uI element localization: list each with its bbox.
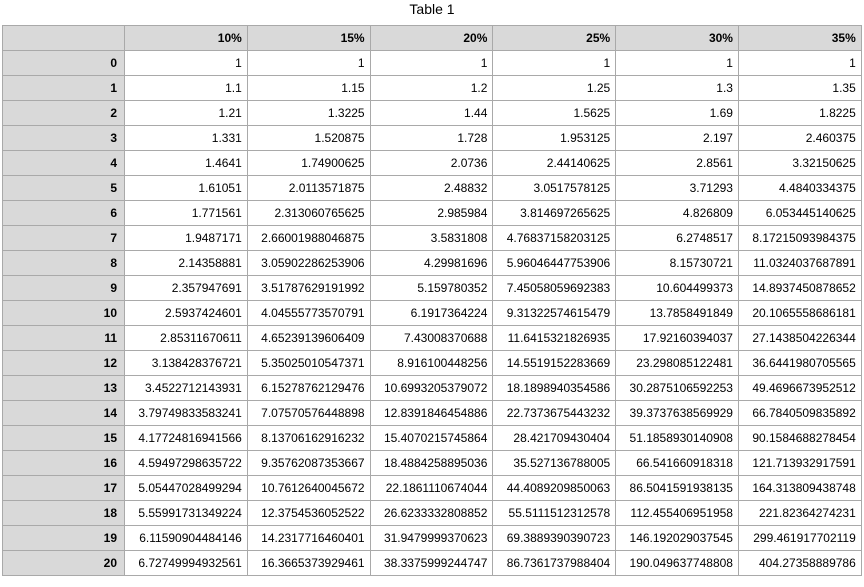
row-header[interactable]: 11 [3, 326, 125, 351]
table-cell[interactable]: 2.985984 [370, 201, 493, 226]
table-cell[interactable]: 49.4696673952512 [738, 376, 861, 401]
table-cell[interactable]: 55.5111512312578 [493, 501, 616, 526]
table-cell[interactable]: 4.4840334375 [738, 176, 861, 201]
table-row [3, 301, 862, 326]
table-cell[interactable]: 14.8937450878652 [738, 276, 861, 301]
table-cell[interactable]: 6.053445140625 [738, 201, 861, 226]
table-cell[interactable]: 2.48832 [370, 176, 493, 201]
table-row [3, 276, 862, 301]
table-cell[interactable]: 2.357947691 [125, 276, 248, 301]
table-row [3, 376, 862, 401]
table-row [3, 176, 862, 201]
table-cell[interactable]: 12.8391846454886 [370, 401, 493, 426]
table-body [3, 51, 862, 576]
table-cell[interactable]: 1.15 [247, 76, 370, 101]
table-cell[interactable]: 2.14358881 [125, 251, 248, 276]
table-cell[interactable]: 3.4522712143931 [125, 376, 248, 401]
table-cell[interactable]: 5.159780352 [370, 276, 493, 301]
row-header[interactable]: 8 [3, 251, 125, 276]
table-cell[interactable]: 121.713932917591 [738, 451, 861, 476]
table-cell[interactable]: 3.51787629191992 [247, 276, 370, 301]
table-cell[interactable]: 39.3737638569929 [616, 401, 739, 426]
table-cell[interactable]: 3.71293 [616, 176, 739, 201]
table-cell[interactable]: 6.15278762129476 [247, 376, 370, 401]
table-cell[interactable]: 22.1861110674044 [370, 476, 493, 501]
table-cell[interactable]: 10.604499373 [616, 276, 739, 301]
table-cell[interactable]: 1 [738, 51, 861, 76]
table-cell[interactable]: 9.35762087353667 [247, 451, 370, 476]
table-cell[interactable]: 16.3665373929461 [247, 551, 370, 576]
table-cell[interactable]: 66.7840509835892 [738, 401, 861, 426]
table-cell[interactable]: 86.5041591938135 [616, 476, 739, 501]
row-header[interactable]: 6 [3, 201, 125, 226]
row-header[interactable]: 12 [3, 351, 125, 376]
table-cell[interactable]: 4.17724816941566 [125, 426, 248, 451]
table-row [3, 101, 862, 126]
table-row [3, 501, 862, 526]
table-cell[interactable]: 2.0736 [370, 151, 493, 176]
table-cell[interactable]: 1.4641 [125, 151, 248, 176]
table-cell[interactable]: 6.2748517 [616, 226, 739, 251]
table-cell[interactable]: 1 [493, 51, 616, 76]
table-cell[interactable]: 20.1065558686181 [738, 301, 861, 326]
table-cell[interactable]: 1 [125, 51, 248, 76]
table-cell[interactable]: 8.15730721 [616, 251, 739, 276]
table-row [3, 226, 862, 251]
row-header[interactable]: 15 [3, 426, 125, 451]
table-cell[interactable]: 9.31322574615479 [493, 301, 616, 326]
table-cell[interactable]: 4.826809 [616, 201, 739, 226]
table-cell[interactable]: 3.0517578125 [493, 176, 616, 201]
table-cell[interactable]: 38.3375999244747 [370, 551, 493, 576]
table-cell[interactable]: 90.1584688278454 [738, 426, 861, 451]
table-cell[interactable]: 1.35 [738, 76, 861, 101]
row-header[interactable]: 13 [3, 376, 125, 401]
table-cell[interactable]: 2.8561 [616, 151, 739, 176]
column-header[interactable]: 10% [125, 26, 248, 51]
row-header[interactable]: 10 [3, 301, 125, 326]
table-cell[interactable]: 1.3 [616, 76, 739, 101]
table-cell[interactable]: 2.5937424601 [125, 301, 248, 326]
table-cell[interactable]: 3.05902286253906 [247, 251, 370, 276]
table-cell[interactable]: 299.461917702119 [738, 526, 861, 551]
row-header[interactable]: 17 [3, 476, 125, 501]
table-cell[interactable]: 11.6415321826935 [493, 326, 616, 351]
table-cell[interactable]: 13.7858491849 [616, 301, 739, 326]
table-row [3, 526, 862, 551]
table-cell[interactable]: 4.04555773570791 [247, 301, 370, 326]
table-cell[interactable]: 7.43008370688 [370, 326, 493, 351]
table-cell[interactable]: 1.8225 [738, 101, 861, 126]
table-cell[interactable]: 4.65239139606409 [247, 326, 370, 351]
table-cell[interactable]: 1.2 [370, 76, 493, 101]
table-cell[interactable]: 5.96046447753906 [493, 251, 616, 276]
table-cell[interactable]: 2.66001988046875 [247, 226, 370, 251]
table-cell[interactable]: 5.05447028499294 [125, 476, 248, 501]
row-header[interactable]: 16 [3, 451, 125, 476]
table-cell[interactable]: 164.313809438748 [738, 476, 861, 501]
table-cell[interactable]: 1.728 [370, 126, 493, 151]
table-cell[interactable]: 221.82364274231 [738, 501, 861, 526]
table-cell[interactable]: 3.79749833583241 [125, 401, 248, 426]
table-cell[interactable]: 18.4884258895036 [370, 451, 493, 476]
table-cell[interactable]: 36.6441980705565 [738, 351, 861, 376]
table-cell[interactable]: 2.0113571875 [247, 176, 370, 201]
table-cell[interactable]: 2.85311670611 [125, 326, 248, 351]
column-header[interactable]: 20% [370, 26, 493, 51]
table-cell[interactable]: 3.138428376721 [125, 351, 248, 376]
table-cell[interactable]: 3.814697265625 [493, 201, 616, 226]
table-cell[interactable]: 112.455406951958 [616, 501, 739, 526]
table-cell[interactable]: 69.3889390390723 [493, 526, 616, 551]
row-header[interactable]: 7 [3, 226, 125, 251]
table-row [3, 476, 862, 501]
table-cell[interactable]: 8.17215093984375 [738, 226, 861, 251]
table-row [3, 401, 862, 426]
table-cell[interactable]: 1.953125 [493, 126, 616, 151]
table-cell[interactable]: 4.76837158203125 [493, 226, 616, 251]
table-cell[interactable]: 1.44 [370, 101, 493, 126]
table-cell[interactable]: 26.6233332808852 [370, 501, 493, 526]
table-row [3, 251, 862, 276]
table-cell[interactable]: 14.5519152283669 [493, 351, 616, 376]
table-cell[interactable]: 1.3225 [247, 101, 370, 126]
table-cell[interactable]: 30.2875106592253 [616, 376, 739, 401]
table-cell[interactable]: 6.1917364224 [370, 301, 493, 326]
table-cell[interactable]: 1.69 [616, 101, 739, 126]
column-header[interactable]: 35% [738, 26, 861, 51]
table-cell[interactable]: 10.6993205379072 [370, 376, 493, 401]
table-cell[interactable]: 23.298085122481 [616, 351, 739, 376]
table-row [3, 551, 862, 576]
table-cell[interactable]: 1 [247, 51, 370, 76]
row-header[interactable]: 2 [3, 101, 125, 126]
table-cell[interactable]: 86.7361737988404 [493, 551, 616, 576]
column-header[interactable]: 15% [247, 26, 370, 51]
table-cell[interactable]: 51.1858930140908 [616, 426, 739, 451]
table-cell[interactable]: 404.27358889786 [738, 551, 861, 576]
column-header[interactable]: 25% [493, 26, 616, 51]
table-cell[interactable]: 7.07570576448898 [247, 401, 370, 426]
table-cell[interactable]: 44.4089209850063 [493, 476, 616, 501]
table-cell[interactable]: 8.13706162916232 [247, 426, 370, 451]
table-row [3, 326, 862, 351]
table-cell[interactable]: 2.313060765625 [247, 201, 370, 226]
column-header[interactable]: 30% [616, 26, 739, 51]
table-cell[interactable]: 22.7373675443232 [493, 401, 616, 426]
table-cell[interactable]: 2.197 [616, 126, 739, 151]
data-table [2, 25, 862, 576]
table-cell[interactable]: 3.5831808 [370, 226, 493, 251]
table-row [3, 201, 862, 226]
table-row [3, 51, 862, 76]
row-header[interactable]: 20 [3, 551, 125, 576]
table-cell[interactable]: 1 [370, 51, 493, 76]
table-cell[interactable]: 190.049637748808 [616, 551, 739, 576]
table-cell[interactable]: 6.72749994932561 [125, 551, 248, 576]
table-cell[interactable]: 12.3754536052522 [247, 501, 370, 526]
table-cell[interactable]: 18.1898940354586 [493, 376, 616, 401]
table-cell[interactable]: 11.0324037687891 [738, 251, 861, 276]
header-row [3, 26, 862, 51]
table-cell[interactable]: 14.2317716460401 [247, 526, 370, 551]
table-cell[interactable]: 15.4070215745864 [370, 426, 493, 451]
table-row [3, 126, 862, 151]
table-cell[interactable]: 5.55991731349224 [125, 501, 248, 526]
table-cell[interactable]: 4.59497298635722 [125, 451, 248, 476]
table-row [3, 351, 862, 376]
row-header[interactable]: 14 [3, 401, 125, 426]
table-cell[interactable]: 1.9487171 [125, 226, 248, 251]
table-cell[interactable]: 31.9479999370623 [370, 526, 493, 551]
table-cell[interactable]: 35.527136788005 [493, 451, 616, 476]
table-cell[interactable]: 10.7612640045672 [247, 476, 370, 501]
table-row [3, 451, 862, 476]
row-header[interactable]: 3 [3, 126, 125, 151]
table-cell[interactable]: 1.1 [125, 76, 248, 101]
table-row [3, 76, 862, 101]
table-cell[interactable]: 1.331 [125, 126, 248, 151]
table-cell[interactable]: 6.11590904484146 [125, 526, 248, 551]
table-cell[interactable]: 8.916100448256 [370, 351, 493, 376]
table-cell[interactable]: 1.74900625 [247, 151, 370, 176]
table-cell[interactable]: 1.21 [125, 101, 248, 126]
table-cell[interactable]: 1.25 [493, 76, 616, 101]
row-header[interactable]: 5 [3, 176, 125, 201]
table-cell[interactable]: 1.771561 [125, 201, 248, 226]
table-cell[interactable]: 1.61051 [125, 176, 248, 201]
table-cell[interactable]: 146.192029037545 [616, 526, 739, 551]
table-row [3, 426, 862, 451]
table-cell[interactable]: 1 [616, 51, 739, 76]
table-cell[interactable]: 27.1438504226344 [738, 326, 861, 351]
row-header[interactable]: 1 [3, 76, 125, 101]
table-title: Table 1 [409, 1, 455, 17]
row-header[interactable]: 18 [3, 501, 125, 526]
table-cell[interactable]: 2.460375 [738, 126, 861, 151]
row-header[interactable]: 9 [3, 276, 125, 301]
row-header[interactable]: 0 [3, 51, 125, 76]
row-header[interactable]: 4 [3, 151, 125, 176]
table-cell[interactable]: 1.520875 [247, 126, 370, 151]
table-cell[interactable]: 7.45058059692383 [493, 276, 616, 301]
table-row [3, 151, 862, 176]
table-cell[interactable]: 2.44140625 [493, 151, 616, 176]
table-cell[interactable]: 28.421709430404 [493, 426, 616, 451]
table-cell[interactable]: 4.29981696 [370, 251, 493, 276]
table-cell[interactable]: 1.5625 [493, 101, 616, 126]
table-cell[interactable]: 3.32150625 [738, 151, 861, 176]
row-header[interactable]: 19 [3, 526, 125, 551]
table-cell[interactable]: 66.541660918318 [616, 451, 739, 476]
table-cell[interactable]: 17.92160394037 [616, 326, 739, 351]
corner-cell[interactable] [3, 26, 125, 51]
table-cell[interactable]: 5.35025010547371 [247, 351, 370, 376]
